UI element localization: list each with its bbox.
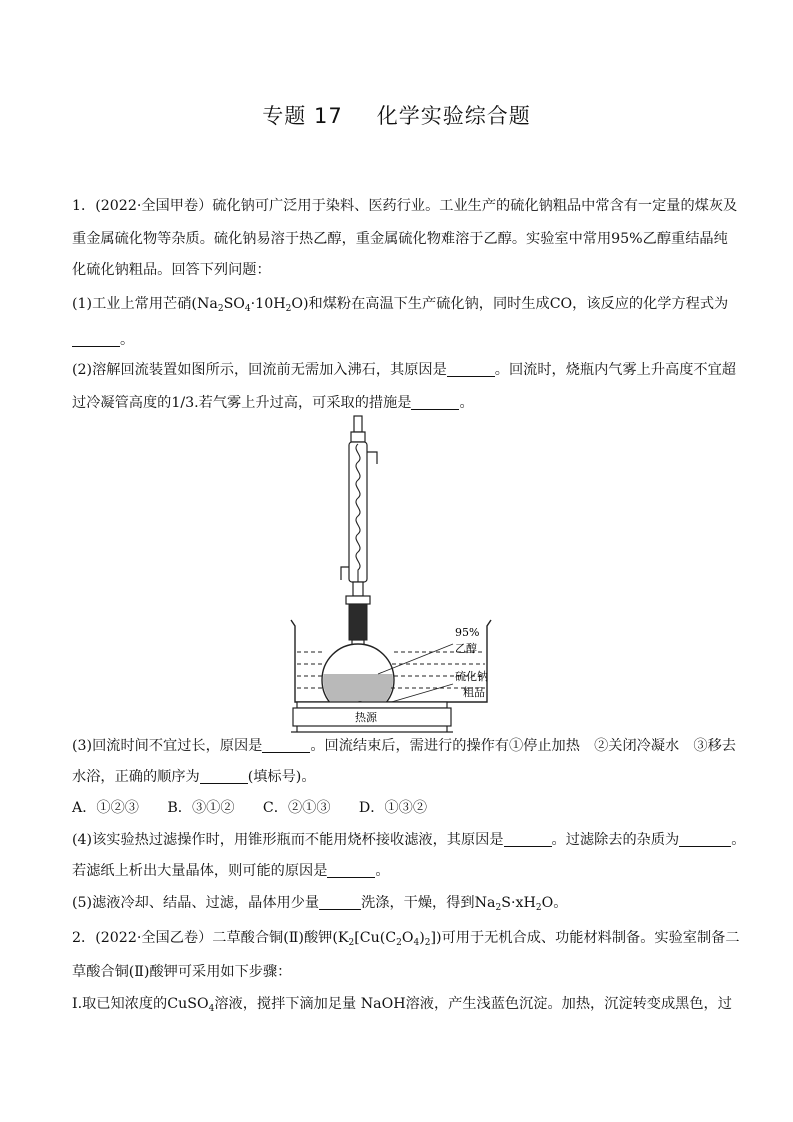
q1-part4-line-2 (72, 861, 722, 881)
neck-joint (346, 596, 370, 604)
formula-na: Na (474, 895, 496, 911)
q2-text-g: 溶液，搅拌下滴加足量 NaOH溶液，产生浅蓝色沉淀。加热，沉淀转变成黑色，过 (214, 996, 732, 1012)
q2-text-d: ) (419, 930, 425, 946)
reflux-apparatus-figure (283, 412, 513, 734)
q1-part2-line-1 (72, 360, 736, 380)
q1-part4-text-c: 。 (731, 832, 746, 848)
q1-intro-line-1: 1．(2022·全国甲卷）硫化钠可广泛用于染料、医药行业。工业生产的硫化钠粗品中常含有一定量的煤灰及 (72, 198, 738, 214)
label-crude-2: 粗品 (463, 686, 485, 699)
formula-o: O (291, 296, 303, 312)
label-heat-source: 热源 (355, 711, 377, 724)
subscript: 2 (495, 903, 502, 913)
subscript: 2 (535, 903, 542, 913)
q2-line-2: 草酸合铜(Ⅱ)酸钾可采用如下步骤： (72, 964, 292, 980)
answer-blank[interactable] (447, 362, 495, 377)
q1-part2-text-c: 过冷凝管高度的1/3.若气雾上升过高，可采取的措施是 (72, 395, 412, 411)
q1-part3-line-1 (72, 736, 736, 756)
label-ethanol: 乙醇 (455, 642, 477, 655)
q1-part4-text-a: (4)该实验热过滤操作时，用锥形瓶而不能用烧杯接收滤液，其原因是 (72, 832, 504, 848)
subscript: 2 (217, 304, 224, 314)
answer-blank[interactable] (679, 832, 731, 847)
q1-part2-line-2 (72, 393, 722, 413)
q1-part3-text-c: 水浴，正确的顺序为 (72, 769, 200, 785)
answer-blank[interactable] (411, 395, 459, 410)
subscript: 4 (244, 304, 251, 314)
q1-part2-text-d: 。 (459, 395, 474, 411)
heater-top (297, 702, 447, 708)
q1-part3-text-a: (3)回流时间不宜过长，原因是 (72, 738, 263, 754)
q2-text-c: O (401, 930, 414, 946)
q2-line-1 (72, 928, 740, 948)
formula-so: SO (223, 296, 245, 312)
label-crude-1: 硫化钠 (455, 670, 488, 683)
subscript: 2 (285, 304, 292, 314)
water-outlet (367, 452, 377, 464)
subscript: 4 (208, 1004, 215, 1014)
q1-part5-text-b: 洗涤，干燥，得到 (361, 895, 475, 911)
subscript: 2 (424, 938, 431, 948)
q1-part1-text-a: (1)工业上常用芒硝( (72, 296, 197, 312)
answer-blank[interactable] (319, 895, 361, 910)
q1-part1-text-e: )和煤粉在高温下生产硫化钠，同时生成CO，该反应的化学方程式为 (302, 296, 729, 312)
q1-part4-line-1 (72, 830, 746, 850)
q1-part2-text-a: (2)溶解回流装置如图所示，回流前无需加入沸石，其原因是 (72, 362, 447, 378)
label-ethanol-percent: 95% (455, 626, 480, 639)
q2-text-a: 2．(2022·全国乙卷）二草酸合铜(Ⅱ)酸钾(K (72, 930, 349, 946)
q2-text-b: [Cu(C (354, 930, 397, 946)
q1-part1-line-2 (72, 330, 722, 350)
condenser-top-tube (354, 416, 362, 432)
q1-part4-text-e: 。 (375, 863, 390, 879)
q1-intro-line-2: 重金属硫化物等杂质。硫化钠易溶于热乙醇，重金属硫化物难溶于乙醇。实验室中常用95%乙醇重结晶纯 (72, 231, 728, 247)
q2-line-3 (72, 994, 732, 1014)
q1-part3-text-b: 。回流结束后，需进行的操作有①停止加热 ②关闭冷凝水 ③移去 (310, 738, 736, 754)
q1-part3-text-d: (填标号)。 (247, 769, 316, 785)
flask-neck-stopper (349, 604, 367, 640)
subscript: 2 (348, 938, 355, 948)
page-title (0, 100, 793, 130)
subscript: 4 (413, 938, 420, 948)
q1-part1-end: 。 (120, 332, 135, 348)
q1-part5-text-a: (5)滤液冷却、结晶、过滤，晶体用少量 (72, 895, 320, 911)
formula-na: Na (196, 296, 218, 312)
formula-sxh: S·xH (501, 895, 536, 911)
answer-blank[interactable] (262, 738, 310, 753)
q1-part5-line (72, 893, 722, 913)
answer-blank[interactable] (504, 832, 552, 847)
q1-part2-text-b: 。回流时，烧瓶内气雾上升高度不宜超 (494, 362, 736, 378)
q1-part3-line-2 (72, 767, 722, 787)
q1-part1-line-1 (72, 294, 729, 314)
formula-water: ·10H (250, 296, 286, 312)
q2-text-e: ])可用于无机合成、功能材料制备。实验室制备二 (430, 930, 740, 946)
q1-part5-end: 。 (553, 895, 568, 911)
q2-text-f: Ⅰ.取已知浓度的CuSO (72, 996, 209, 1012)
water-inlet (341, 567, 349, 580)
formula-o: O (541, 895, 554, 911)
topic-number: 专题 17 (262, 104, 343, 128)
answer-blank[interactable] (72, 332, 120, 347)
subscript: 2 (396, 938, 402, 948)
q1-part4-text-b: 。过滤除去的杂质为 (551, 832, 680, 848)
answer-blank[interactable] (200, 769, 248, 784)
q1-intro-line-3: 化硫化钠粗品。回答下列问题： (72, 262, 271, 278)
q1-options: A．①②③ B．③①② C．②①③ D．①③② (72, 800, 428, 816)
q1-part4-text-d: 若滤纸上析出大量晶体，则可能的原因是 (72, 863, 328, 879)
answer-blank[interactable] (327, 863, 375, 878)
ethanol-leader-line (378, 644, 453, 674)
topic-name: 化学实验综合题 (376, 104, 531, 128)
